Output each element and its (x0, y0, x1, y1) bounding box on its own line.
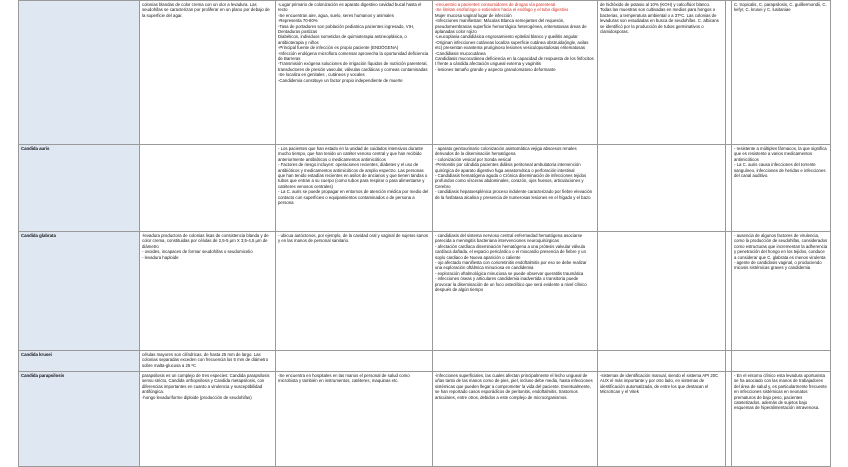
cell-text: - La C. auris causa infecciones del torrente sanguíneo, infecciones de heridas e infecciones del canal auditivo. (734, 162, 826, 179)
cell-text: células mayores son cilíndricas, de hasta 25 mm de largo. Las colonias separadas exceden con frecuencia los 5 mm de diámetro sobre malta-glucosa a 25 ºC (142, 352, 269, 368)
cell-text: -Leucoplasia candidiásica engrosamiento epitelial blanco y queilitis angular (435, 34, 578, 40)
table-cell (140, 351, 276, 372)
cell-text: -Se encuentran aire, agua, suelo, seres humanos y animales (278, 12, 394, 18)
cell-text: - colonización vesical por Sonda vesical (435, 156, 511, 162)
cell-text: - Factores de riesgo incluyen: operaciones recientes, diabetes y el uso de antibióticos y medicamentos antimicóticos de amplio espectro. Las personas que han tenido estadías recientes en asilos de ancianos y que tienen tandas o tubos que entran a su cuerpo (como tubos para respirar o para alimentarse y catéteres venosos centrales) (278, 162, 428, 189)
cell-text: -encuentrio a pacientes consumidores de drogas vía parenteral (435, 2, 556, 7)
table-cell (276, 145, 433, 232)
table-row (19, 232, 831, 351)
cell-text: parapsilosis es un complejo de tres especies: Candida parapsilosis sensu stricto, Candida orthopsilosis y Candida metapsilosis, con diferencias importantes en cuanto a virulencia y susceptibilidad antifúngica. (142, 373, 270, 395)
candida-table (18, 0, 831, 467)
cell-text: -hongo levaduriforme diploide (producción de seudohifas) (142, 394, 252, 400)
cell-text: -Originan infecciones cutáneas localiza superficie cutánea obstruida(ingle, axilas etc) presentan exantema pruriginoso lesiones vesiculopustulosas eritematosas (435, 39, 589, 51)
cell-text: -Peritonitis por cándida pacientes diálisis peritoneal ambulatoria intervención quirúrgica de aparato digestivo fuga anastomótica o perforación intestinal (435, 162, 581, 173)
cell-text: - En el entorno clínico esta levadura oportunista se ha asociado con las manos de trabajadores del área de salud y, es particularmente frecuente en infecciones sistémicas en neonatos prematuros de bajo peso, pacientes catetetizados, además de sujetos bajo esquemas de hiperalimentación intravenosa. (734, 373, 827, 411)
cell-text: -Se encuentra en hospitales en las manos el personal de salud como microbiota y también en instrumentos, catéteres, maquinas etc. (278, 373, 410, 384)
cell-text: - Los pacientes que han estado en la unidad de cuidados intensivos durante mucho tiempo, que han tenido un catéter venoso central y que han recibido anteriormente antibióticos o medicamentos antimicóticos (278, 146, 424, 162)
cell-text: -Se localiza en genitales , cutáneos y vocales (278, 72, 365, 78)
cell-text: -Candidemia constituye un factor propio independiente de muerte (278, 77, 403, 83)
table-cell (732, 145, 831, 232)
table-cell (732, 232, 831, 351)
table-cell (433, 232, 598, 351)
table-cell (140, 1, 276, 145)
cell-text: Candidiasis mucocutánea deficiencia en la capacidad de respuesta de los linfocitos t frente a cándida afectación ungueal externa y vaginitis (435, 56, 594, 67)
cell-text: -infecciones superficiales, las cuales afectan principalmente el lecho ungueal de uñas tanto de las manos como de pies, piel, incluso debe media, hasta infecciones sistémicas que pueden llegar a comprometer la vida del paciente. Eventualmente, se han reportado casos esporádicos de peritonitis, endoftalmitis, trastornos articulares, entre otros, debidos a este complejo de microorganismos. (435, 373, 593, 400)
cell-text: - aparato genitourinario colonización asintomática vejiga abscesos renales derivados de la diseminación hematógena (435, 146, 577, 157)
cell-text: Diabéticos, individuos sometidos de quimioterapia antineoplásica, o antibioterapia y niños (278, 34, 407, 45)
table-cell (598, 1, 726, 145)
table-cell (598, 145, 726, 232)
species-name-cell: Candida glabrata (19, 232, 140, 351)
cell-text: -Tasa de portadores son población pediatrica pacientes ingresado, VIH, Dentaduras postizas (278, 23, 415, 35)
cell-text: - afectación cardíaca diseminación hematógena a una prótesis valvular válvula cardíaca dañada, el espacio pericárdico o el miocardio presencia de fiebre y un soplo cardiaco de Nueva aparición o caliente (435, 243, 586, 260)
species-name-cell: Candida auris (19, 145, 140, 232)
table-cell (140, 232, 276, 351)
table-cell (276, 372, 433, 467)
table-cell (732, 351, 831, 372)
cell-text: - candidiasis hepatoesplénica proceso indolente caracterizado por fiebre elevación de la fosfatasa alcalina y presencia de numerosas lesiones en el hígado y el bazo (435, 189, 593, 200)
cell-text: - levadura haploide (142, 254, 179, 260)
cell-text: - infecciones óseas y articulares candidemia inadvertida o transitoria puede provocar la diseminación de un foco osteolítico que será evidente a nivel clínico después de algún tiempo (435, 276, 587, 293)
table-cell (140, 145, 276, 232)
cell-text: -Se limitan esofarínge o extienden hacia el esófago y el tubo digestivo (435, 7, 569, 13)
cell-text: -Principal fuente de infección es propio paciente (ENDÓGENA) (278, 45, 399, 51)
table-cell (598, 232, 726, 351)
table-cell (732, 1, 831, 145)
table-cell (140, 372, 276, 467)
cell-text: -Lugar primario de colonización es aparato digestivo cavidad bucal hasta el recto (278, 2, 422, 13)
table-cell (433, 351, 598, 372)
cell-text: de hidróxido de potasio al 10% (KOH) y calcoflúor blanco. (600, 2, 711, 7)
cell-text: - exploración oftalmológica minuciosa se puede observar queratitis traumática (435, 270, 584, 276)
cell-text: - resistente a múltiples fármacos, la que significa que es resistente a varios medicamentos antimicóticos (734, 146, 827, 162)
cell-text: - candidiasis del sistema nervioso central enfermedad hematógena asociarse parecida a meningitis bacteriana intervenciones neuroquirúrgicas (435, 233, 583, 244)
cell-text: colonias blandas de color crema con un olor a levadura. Las seudohifas se caracterizan por proliferar en un plano por debajo de la superficie del agar. (142, 2, 270, 18)
cell-text: - ausencia de algunos factores de virulencia, como la producción de seudohifas, considerados como estructuras que incrementan la adherencia y penetración del hongo en los tejidos, conduce a considerar que C. glabrata es menos virulenta (734, 233, 828, 260)
species-name-cell: Candida parapsilosis (19, 372, 140, 467)
cell-text: -Infecciones manifiestan: Máculas Blanca semejantes del requesón, pseudomembranas superficie hemorrágica heterogénea, eritematosas áreas de aplanadas color rojizo (435, 18, 587, 35)
cell-text: - agente de candidosis vaginal, o produciendo micosis sistémicas graves y candidemia (734, 260, 822, 271)
table-row (19, 145, 831, 232)
cell-text: - lesiones tamaño grande y aspecto granulomatoso deformante (435, 66, 556, 72)
cell-text: - ojo afectado manifiesta con corioretinitis endoftalmitis por eso se debe realizar una exploración oftálmica minuciosa en candidemia (435, 260, 587, 271)
cell-text: -Representa 70-80% (278, 18, 318, 24)
cell-text: - Candidiasis hematógena aguda o Crónica diseminación de infecciones tejidos profundos como vísceras abdominales, corazón, ojos huesos, articulaciones y Cerebro (435, 173, 587, 189)
cell-text: Todas las muestras son cultivadas en medios para hongos o bacterias, a temperatura ambiental o a 37ºC. Las colonias de levaduras son estudiadas en busca de seudohifas. C. albicans se identificó por la producción de tubos germinativos o clamidosporas. (600, 7, 719, 35)
table-cell (276, 351, 433, 372)
table-row (19, 372, 831, 467)
table-cell (433, 372, 598, 467)
cell-text: -Candidiasis mucocutánea (435, 50, 486, 56)
document-page (18, 0, 848, 466)
cell-text: C. tropicalis, C. parapsilosis, C. guilliermondii, C. kefyr, C. krusei y C. lusitaniae (734, 2, 827, 13)
cell-text: - La C. auris se puede propagar en entornos de atención médica por medio del contacto con superficies o equipamientos contaminados o de persona a persona (278, 189, 429, 206)
cell-text: -Infección endógena microflora comensar aprovecha la oportunidad deficiencia de Barreras (278, 50, 429, 62)
table-cell (732, 372, 831, 467)
table-cell (598, 351, 726, 372)
table-row (19, 1, 831, 145)
species-name-cell (19, 1, 140, 145)
table-cell (276, 1, 433, 145)
cell-text: Mujer mucosa vaginal lugar de infección (435, 12, 512, 18)
cell-text: -sistemas de identificación manual, siendo el sistema API 20C AUX el más importante y por otro lado, en sistemas de identificación automatizada, de entre los que destacan el MicroScan y el Vitek (600, 373, 719, 395)
table-cell (433, 1, 598, 145)
cell-text: - ovoides, incapaces de formar seudohifas o seudomicelio (142, 249, 253, 255)
species-name-cell: Candida krusei (19, 351, 140, 372)
table-cell (433, 145, 598, 232)
table-cell (276, 232, 433, 351)
table-row (19, 351, 831, 372)
table-cell (598, 372, 726, 467)
cell-text: -levadura productora de colonias lisas de consistencia blanda y de color crema, constituidas por células de 2,5-5 μm X 3,5-4,5 μm de diámetro (142, 233, 269, 249)
cell-text: - ubicua autóctonos, por ejemplo, de la cavidad oral y vaginal de sujetos sanos y en las manos de personal sanitario. (278, 233, 429, 244)
cell-text: -Transmisión exógena soluciones de irrigación líquidos de nutrición parenteral, transductores de presión vascular, válvulas cardiácas y corneas contaminadas (278, 61, 428, 72)
